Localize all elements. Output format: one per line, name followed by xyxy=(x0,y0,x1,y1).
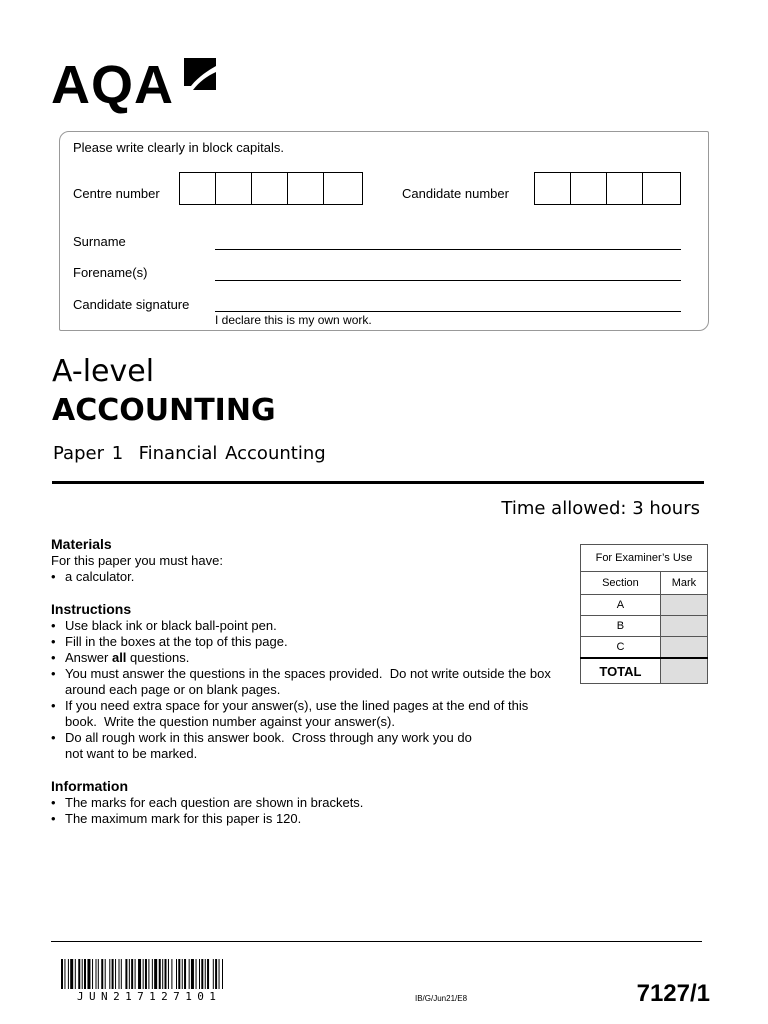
mark-column-header: Mark xyxy=(660,572,707,595)
section-label: C xyxy=(581,637,661,659)
footer-divider xyxy=(51,941,702,942)
instructions-section xyxy=(51,601,555,762)
digit-box[interactable] xyxy=(288,173,324,204)
surname-line[interactable] xyxy=(215,249,681,250)
forename-line[interactable] xyxy=(215,280,681,281)
block-capitals-instruction: Please write clearly in block capitals. xyxy=(73,140,284,155)
digit-box[interactable] xyxy=(252,173,288,204)
time-allowed: Time allowed: 3 hours xyxy=(501,498,700,519)
candidate-number-label: Candidate number xyxy=(402,186,509,201)
aqa-leaf-icon xyxy=(181,56,217,92)
materials-section xyxy=(51,536,551,585)
information-heading: Information xyxy=(51,778,128,794)
centre-number-label: Centre number xyxy=(73,186,160,201)
candidate-number-boxes[interactable] xyxy=(534,172,681,205)
examiner-use-title: For Examiner’s Use xyxy=(581,545,708,572)
list-item: • a calculator. xyxy=(65,569,551,585)
materials-intro: For this paper you must have: xyxy=(51,553,223,568)
digit-box[interactable] xyxy=(180,173,216,204)
list-item: • You must answer the questions in the spaces provided. Do not write outside the box around each page or on blank pages. xyxy=(65,666,551,698)
section-column-header: Section xyxy=(581,572,661,595)
section-label: B xyxy=(581,616,661,637)
list-item: • The marks for each question are shown in brackets. xyxy=(65,795,551,811)
mark-cell xyxy=(660,637,707,659)
title-divider xyxy=(52,481,704,484)
list-item: • The maximum mark for this paper is 120. xyxy=(65,811,551,827)
forename-label: Forename(s) xyxy=(73,265,148,280)
mark-cell xyxy=(660,616,707,637)
digit-box[interactable] xyxy=(571,173,607,204)
exam-subject: ACCOUNTING xyxy=(52,393,276,428)
list-item xyxy=(65,650,551,666)
list-item: • Fill in the boxes at the top of this page. xyxy=(65,634,551,650)
signature-label: Candidate signature xyxy=(73,297,190,312)
digit-box[interactable] xyxy=(607,173,643,204)
document-reference: IB/G/Jun21/E8 xyxy=(415,994,468,1003)
information-section xyxy=(51,778,551,827)
answer-emphasis: all xyxy=(111,650,127,665)
answer-prefix: Answer xyxy=(65,650,112,665)
digit-box[interactable] xyxy=(324,173,360,204)
list-item: • Do all rough work in this answer book. Cross through any work you do not want to be marked. xyxy=(65,730,475,762)
signature-line[interactable] xyxy=(215,311,681,312)
digit-box[interactable] xyxy=(643,173,679,204)
exam-level: A-level xyxy=(52,354,155,389)
declaration-text: I declare this is my own work. xyxy=(215,313,372,327)
barcode-number: JUN217127101 xyxy=(77,990,222,1003)
total-mark-cell xyxy=(660,658,707,684)
paper-title: Paper 1 Financial Accounting xyxy=(53,443,326,464)
paper-code: 7127/1 xyxy=(636,980,710,1007)
answer-suffix: questions. xyxy=(126,650,190,665)
digit-box[interactable] xyxy=(216,173,252,204)
surname-label: Surname xyxy=(73,234,126,249)
section-label: A xyxy=(581,595,661,616)
aqa-logo-text: AQA xyxy=(51,55,174,115)
centre-number-boxes[interactable] xyxy=(179,172,363,205)
examiner-use-table xyxy=(580,544,708,684)
total-label: TOTAL xyxy=(581,658,661,684)
mark-cell xyxy=(660,595,707,616)
list-item: • Use black ink or black ball-point pen. xyxy=(65,618,551,634)
materials-heading: Materials xyxy=(51,536,112,552)
barcode-icon xyxy=(61,959,307,989)
digit-box[interactable] xyxy=(535,173,571,204)
list-item: • If you need extra space for your answer(s), use the lined pages at the end of this book. Write the question number against your answer(s). xyxy=(65,698,551,730)
instructions-heading: Instructions xyxy=(51,601,132,617)
